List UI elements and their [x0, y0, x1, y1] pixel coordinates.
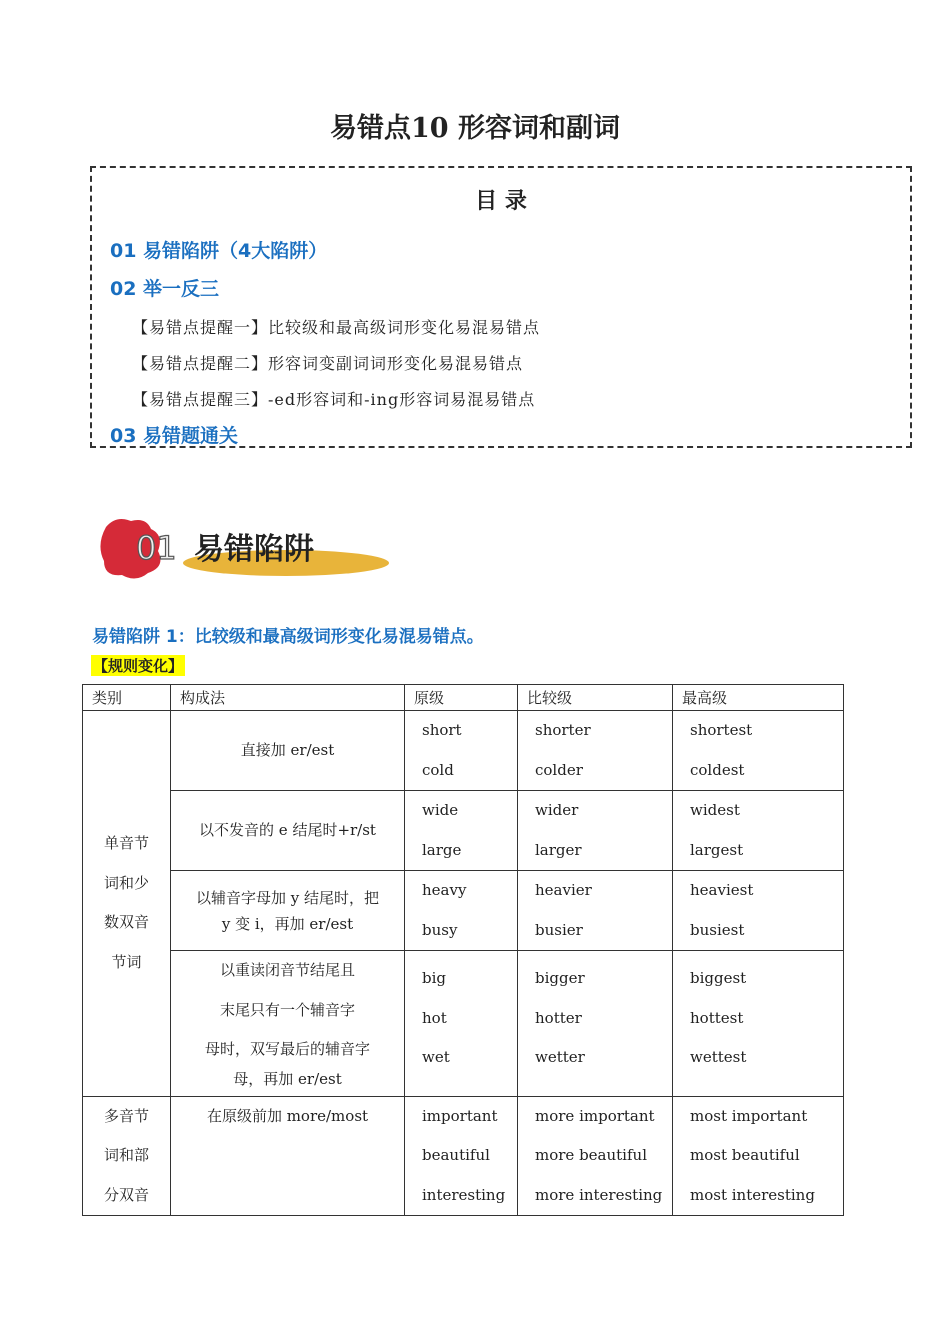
toc-section-1[interactable]: 01 易错陷阱（4大陷阱） — [110, 240, 328, 262]
category-line: 单音节 — [103, 834, 149, 853]
comparative-line: more important — [535, 1106, 655, 1125]
category-line: 节词 — [111, 952, 142, 971]
comparative-cell — [518, 791, 673, 871]
superlative-line: coldest — [690, 760, 745, 779]
base-line: busy — [422, 920, 458, 939]
base-line: heavy — [422, 881, 467, 899]
superlative-cell — [673, 1096, 844, 1216]
header-cell: 构成法 — [171, 685, 405, 711]
method-cell — [171, 711, 405, 791]
method-cell — [171, 791, 405, 871]
superlative-line: most important — [690, 1106, 808, 1125]
comparative-line: colder — [535, 760, 583, 779]
method-cell — [171, 951, 405, 1097]
section-banner — [96, 515, 396, 585]
category-line: 词和少 — [103, 873, 149, 892]
comparative-cell — [518, 951, 673, 1097]
toc-sub-3[interactable]: 【易错点提醒三】-ed形容词和-ing形容词易混易错点 — [132, 390, 536, 409]
comparative-line: more beautiful — [535, 1146, 647, 1164]
header-cell: 原级 — [405, 685, 518, 711]
category-line: 分双音 — [103, 1185, 149, 1204]
method-line: y 变 i，再加 er/est — [221, 914, 354, 933]
method-cell — [171, 871, 405, 951]
base-line: wet — [422, 1048, 450, 1066]
comparison-table — [82, 684, 844, 1216]
base-line: interesting — [422, 1185, 506, 1204]
section-heading: 易错陷阱 1：比较级和最高级词形变化易混易错点。 — [92, 627, 484, 647]
toc-sub-1[interactable]: 【易错点提醒一】比较级和最高级词形变化易混易错点 — [132, 318, 541, 337]
header-cell: 类别 — [83, 685, 171, 711]
header-cell: 比较级 — [518, 685, 673, 711]
document-title: 易错点10 形容词和副词 — [330, 113, 620, 144]
method-line: 直接加 er/est — [240, 740, 335, 759]
superlative-line: largest — [690, 840, 744, 859]
table-row — [83, 711, 844, 791]
rule-tag: 【规则变化】 — [93, 657, 184, 675]
base-line: hot — [422, 1008, 447, 1027]
superlative-cell — [673, 951, 844, 1097]
superlative-line: most beautiful — [690, 1146, 800, 1164]
method-line: 以重读闭音节结尾且 — [219, 961, 355, 979]
comparative-cell — [518, 1096, 673, 1216]
comparative-line: busier — [535, 920, 583, 939]
method-line: 母，再加 er/est — [233, 1069, 342, 1088]
superlative-line: biggest — [690, 969, 747, 987]
category-line: 数双音 — [103, 913, 149, 932]
superlative-cell — [673, 791, 844, 871]
method-line: 末尾只有一个辅音字 — [219, 1000, 355, 1019]
toc-section-3[interactable]: 03 易错题通关 — [110, 425, 239, 447]
method-line: 在原级前加 more/most — [206, 1106, 369, 1125]
superlative-line: heaviest — [690, 881, 754, 899]
method-line: 以辅音字母加 y 结尾时，把 — [195, 888, 379, 907]
base-cell — [405, 871, 518, 951]
table-row — [83, 951, 844, 1097]
comparative-line: hotter — [535, 1008, 582, 1027]
table-row — [83, 791, 844, 871]
base-cell — [405, 951, 518, 1097]
comparative-line: wider — [535, 801, 579, 819]
comparative-line: larger — [535, 840, 582, 859]
svg-text:01: 01 — [136, 529, 177, 567]
base-line: cold — [422, 760, 454, 779]
table-row — [83, 871, 844, 951]
table-of-contents — [90, 166, 912, 448]
banner-graphic — [96, 515, 396, 585]
method-line: 以不发音的 e 结尾时+r/st — [199, 820, 376, 839]
base-line: wide — [422, 801, 459, 819]
comparative-line: shorter — [535, 721, 591, 739]
superlative-line: wettest — [690, 1048, 747, 1066]
category-cell — [83, 1096, 171, 1216]
base-line: short — [422, 721, 462, 739]
base-cell — [405, 711, 518, 791]
method-cell — [171, 1096, 405, 1216]
base-line: large — [422, 840, 462, 859]
comparative-line: bigger — [535, 969, 585, 987]
header-cell: 最高级 — [673, 685, 844, 711]
svg-text:易错陷阱: 易错陷阱 — [194, 532, 314, 567]
superlative-cell — [673, 711, 844, 791]
toc-sub-2[interactable]: 【易错点提醒二】形容词变副词词形变化易混易错点 — [132, 354, 524, 373]
superlative-line: widest — [690, 801, 740, 819]
table-header-row — [83, 685, 844, 711]
method-line: 母时，双写最后的辅音字 — [204, 1040, 370, 1058]
base-line: beautiful — [422, 1146, 490, 1164]
comparative-line: wetter — [535, 1048, 585, 1066]
comparative-cell — [518, 711, 673, 791]
comparative-line: heavier — [535, 881, 592, 899]
base-cell — [405, 791, 518, 871]
category-line: 词和部 — [103, 1146, 149, 1164]
superlative-line: busiest — [690, 920, 745, 939]
toc-heading: 目 录 — [475, 189, 527, 214]
category-line: 多音节 — [103, 1106, 149, 1125]
superlative-line: most interesting — [690, 1185, 815, 1204]
toc-section-2[interactable]: 02 举一反三 — [110, 278, 220, 300]
superlative-line: hottest — [690, 1008, 744, 1027]
superlative-cell — [673, 871, 844, 951]
comparative-line: more interesting — [535, 1185, 663, 1204]
superlative-line: shortest — [690, 721, 753, 739]
table-row — [83, 1096, 844, 1216]
category-cell — [83, 711, 171, 1097]
comparative-cell — [518, 871, 673, 951]
base-line: big — [422, 969, 447, 987]
base-line: important — [422, 1106, 498, 1125]
base-cell — [405, 1096, 518, 1216]
